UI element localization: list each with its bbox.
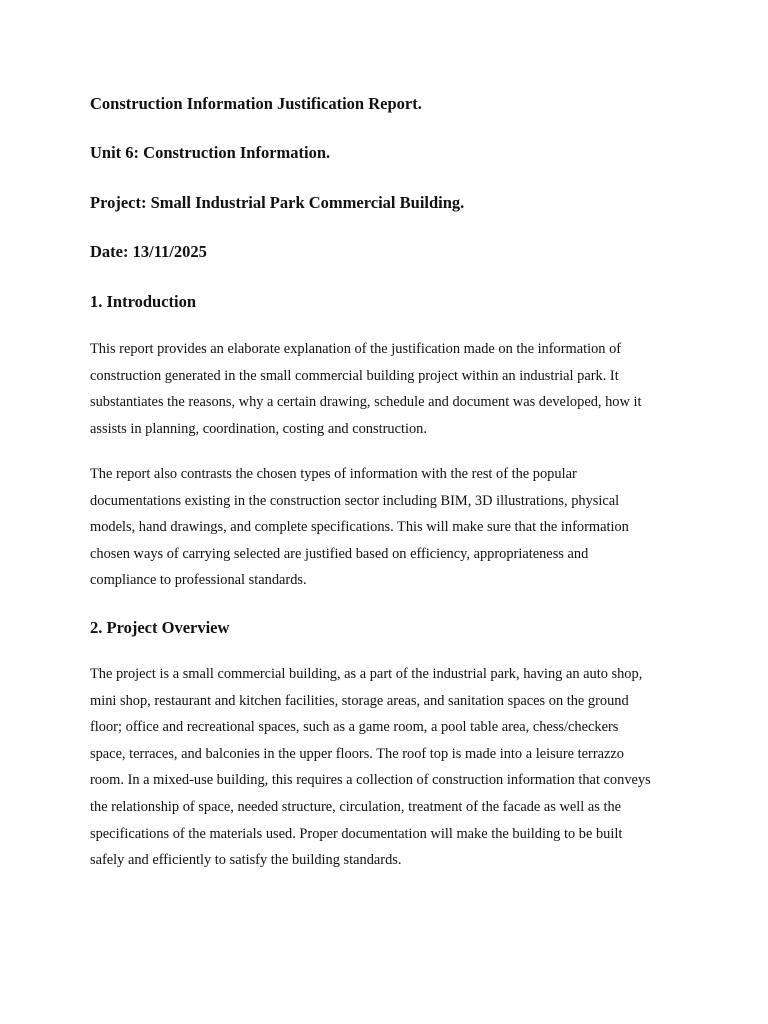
paragraph-line: specifications of the materials used. Proper documentation will make the building to be built <box>90 825 623 842</box>
paragraph-line: The project is a small commercial building, as a part of the industrial park, having an auto shop, <box>90 666 643 682</box>
paragraph-line: assists in planning, coordination, costing and construction. <box>90 420 427 437</box>
paragraph-line: models, hand drawings, and complete specifications. This will make sure that the information <box>90 519 629 536</box>
paragraph-line: substantiates the reasons, why a certain drawing, schedule and document was developed, how it <box>90 394 642 411</box>
paragraph-line: The report also contrasts the chosen types of information with the rest of the popular <box>90 466 577 482</box>
paragraph-line: floor; office and recreational spaces, such as a game room, a pool table area, chess/checkers <box>90 719 619 736</box>
paragraph-line: This report provides an elaborate explanation of the justification made on the information of <box>90 341 622 357</box>
paragraph-line: room. In a mixed-use building, this requires a collection of construction information that conveys <box>90 772 651 789</box>
paragraph-line: space, terraces, and balconies in the upper floors. The roof top is made into a leisure terrazzo <box>90 745 624 762</box>
paragraph-line: chosen ways of carrying selected are justified based on efficiency, appropriateness and <box>90 545 589 562</box>
paragraph-line: mini shop, restaurant and kitchen facilities, storage areas, and sanitation spaces on the ground <box>90 692 629 709</box>
paragraph-line: safely and efficiently to satisfy the building standards. <box>90 852 402 869</box>
introduction-paragraph-1 <box>90 336 690 442</box>
section-heading-project-overview: 2. Project Overview <box>90 618 230 637</box>
introduction-paragraph-2 <box>90 461 690 594</box>
paragraph-line: construction generated in the small commercial building project within an industrial park. It <box>90 367 619 384</box>
section-heading-introduction: 1. Introduction <box>90 292 197 311</box>
unit-line: Unit 6: Construction Information. <box>90 143 331 162</box>
paragraph-line: documentations existing in the construction sector including BIM, 3D illustrations, physical <box>90 492 620 509</box>
report-title: Construction Information Justification Report. <box>90 94 422 113</box>
paragraph-line: compliance to professional standards. <box>90 572 307 589</box>
paragraph-line: the relationship of space, needed structure, circulation, treatment of the facade as well as the <box>90 798 622 815</box>
project-overview-paragraph <box>90 661 690 874</box>
date-line: Date: 13/11/2025 <box>90 242 207 261</box>
project-line: Project: Small Industrial Park Commercial Building. <box>90 193 465 212</box>
